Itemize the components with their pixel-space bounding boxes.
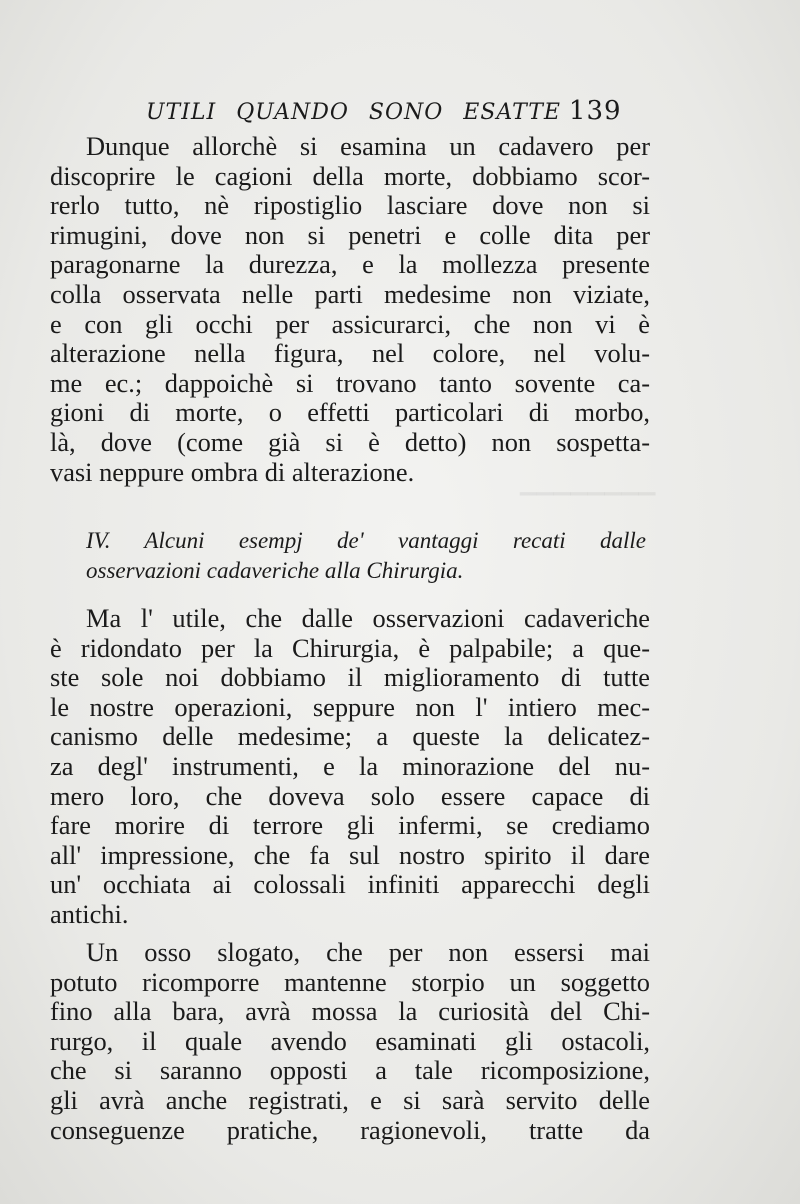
text-line: gli avrà anche registrati, e si sarà servito delle: [50, 1084, 650, 1115]
text-line: potuto ricomporre mantenne storpio un soggetto: [50, 966, 650, 997]
text-line: all' impressione, che fa sul nostro spirito il dare: [50, 839, 650, 870]
text-line: discoprire le cagioni della morte, dobbiamo scor-: [50, 160, 650, 191]
running-header: [146, 96, 626, 126]
text-line: conseguenze pratiche, ragionevoli, tratte da: [50, 1114, 650, 1145]
text-line: gioni di morte, o effetti particolari di morbo,: [50, 397, 650, 428]
page-number: 139: [568, 96, 622, 126]
section-heading-line: IV. Alcuni esempj de' vantaggi recati dalle: [86, 528, 646, 553]
text-line: vasi neppure ombra di alterazione.: [50, 456, 415, 487]
running-title: UTILI QUANDO SONO ESATTE: [146, 100, 561, 125]
paragraph-3: [50, 938, 650, 1145]
text-line: un' occhiata ai colossali infiniti apparecchi degli: [50, 869, 650, 900]
text-line: ste sole noi dobbiamo il miglioramento di tutte: [50, 662, 650, 693]
show-through-texture: ▁▁▁▁▁▁▁▁: [520, 470, 656, 495]
text-line: fare morire di terrore gli infermi, se crediamo: [50, 810, 650, 841]
text-line: là, dove (come già si è detto) non sospetta-: [50, 426, 650, 457]
text-line: Un osso slogato, che per non essersi mai: [86, 937, 650, 967]
paragraph-1: [50, 132, 650, 487]
text-line: rurgo, il quale avendo esaminati gli ostacoli,: [50, 1025, 650, 1056]
text-line: le nostre operazioni, seppure non l' intiero mec-: [50, 691, 650, 722]
text-line: e con gli occhi per assicurarci, che non vi è: [50, 308, 650, 339]
text-line: mero loro, che doveva solo essere capace di: [50, 780, 650, 811]
text-line: me ec.; dappoichè si trovano tanto sovente ca-: [50, 367, 650, 398]
text-line: canismo delle medesime; a queste la delicatez-: [50, 721, 650, 752]
text-line: rerlo tutto, nè ripostiglio lasciare dove non si: [50, 190, 650, 221]
text-line: alterazione nella figura, nel colore, nel volu-: [50, 338, 650, 369]
paragraph-2: [50, 604, 650, 930]
text-line: antichi.: [50, 898, 129, 929]
text-line: za degl' instrumenti, e la minorazione del nu-: [50, 750, 650, 781]
section-heading: [86, 526, 646, 586]
text-line: colla osservata nelle parti medesime non viziate,: [50, 278, 650, 309]
text-line: che si saranno opposti a tale ricomposizione,: [50, 1055, 650, 1086]
text-line: paragonarne la durezza, e la mollezza presente: [50, 249, 650, 280]
text-line: rimugini, dove non si penetri e colle dita per: [50, 219, 650, 250]
text-line: fino alla bara, avrà mossa la curiosità del Chi-: [50, 996, 650, 1027]
text-line: Ma l' utile, che dalle osservazioni cadaveriche: [86, 603, 650, 633]
text-line: è ridondato per la Chirurgia, è palpabile; a que-: [50, 632, 650, 663]
text-line: Dunque allorchè si esamina un cadavero per: [86, 131, 650, 161]
section-heading-line: osservazioni cadaveriche alla Chirurgia.: [86, 558, 464, 583]
